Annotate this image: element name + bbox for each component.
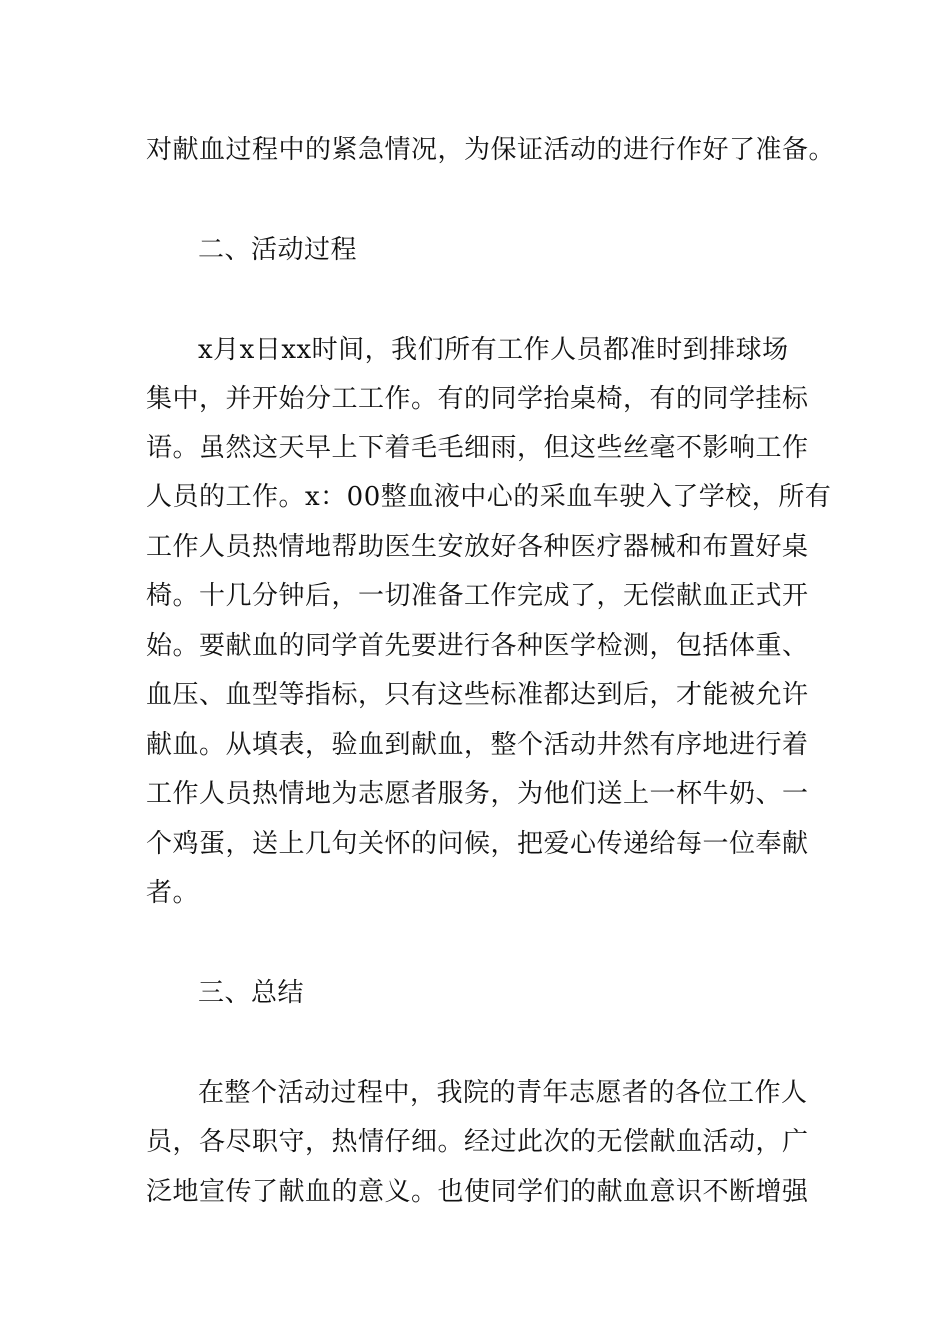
paragraph-line: 献血。从填表，验血到献血，整个活动井然有序地进行着 bbox=[146, 730, 809, 760]
paragraph-line: 个鸡蛋，送上几句关怀的问候，把爱心传递给每一位奉献 bbox=[146, 829, 809, 859]
section-heading-process: 二、活动过程 bbox=[198, 235, 358, 265]
paragraph-line: 血压、血型等指标，只有这些标准都达到后，才能被允许 bbox=[146, 680, 809, 710]
paragraph-line: 者。 bbox=[146, 878, 200, 908]
paragraph-line: 始。要献血的同学首先要进行各种医学检测，包括体重、 bbox=[146, 631, 809, 661]
section-heading-summary: 三、总结 bbox=[198, 978, 305, 1008]
paragraph-line: 对献血过程中的紧急情况，为保证活动的进行作好了准备。 bbox=[146, 135, 836, 165]
paragraph-line: 人员的工作。x：00整血液中心的采血车驶入了学校，所有 bbox=[146, 482, 832, 512]
paragraph-line: 集中，并开始分工工作。有的同学抬桌椅，有的同学挂标 bbox=[146, 384, 809, 414]
paragraph-line: 在整个活动过程中，我院的青年志愿者的各位工作人 bbox=[198, 1078, 808, 1108]
paragraph-line: 语。虽然这天早上下着毛毛细雨，但这些丝毫不影响工作 bbox=[146, 433, 809, 463]
paragraph-line: 椅。十几分钟后，一切准备工作完成了，无偿献血正式开 bbox=[146, 581, 809, 611]
paragraph-line: 泛地宣传了献血的意义。也使同学们的献血意识不断增强 bbox=[146, 1177, 809, 1207]
paragraph-line: 工作人员热情地为志愿者服务，为他们送上一杯牛奶、一 bbox=[146, 779, 809, 809]
paragraph-line: 员，各尽职守，热情仔细。经过此次的无偿献血活动，广 bbox=[146, 1127, 809, 1157]
paragraph-line: x月x日xx时间，我们所有工作人员都准时到排球场 bbox=[198, 335, 789, 365]
paragraph-line: 工作人员热情地帮助医生安放好各种医疗器械和布置好桌 bbox=[146, 532, 809, 562]
